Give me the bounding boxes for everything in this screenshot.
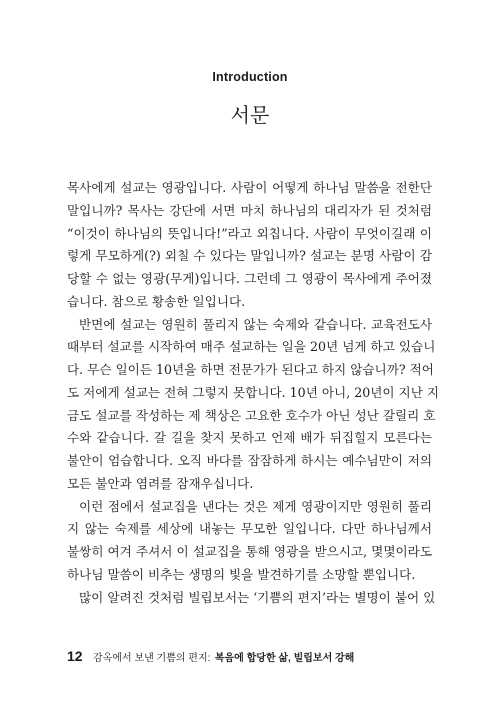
page-number: 12: [67, 648, 83, 664]
text-line: 다. 무슨 일이든 10년을 하면 전문가가 된다고 하지 않습니까? 적어: [67, 362, 434, 377]
running-subtitle: 복음에 합당한 삶, 빌립보서 강해: [214, 653, 355, 664]
page-footer: [67, 648, 467, 666]
section-label: Introduction: [212, 70, 288, 84]
text-line: 이런 점에서 설교집을 낸다는 것은 제게 영광이지만 영원히 풀리: [79, 498, 432, 514]
text-line: 때부터 설교를 시작하여 매주 설교하는 일을 20년 넘게 하고 있습니: [67, 339, 436, 355]
text-line: 말입니까? 목사는 강단에 서면 마치 하나님의 대리자가 된 것처럼: [67, 202, 432, 218]
text-line: 도 저에게 설교는 전혀 그렇지 못합니다. 10년 아니, 20년이 지난 지: [67, 384, 440, 400]
text-line: 금도 설교를 작성하는 제 책상은 고요한 호수가 아닌 성난 갈릴리 호: [67, 407, 436, 423]
text-line: 많이 알려진 것처럼 빌립보서는 ‘기쁨의 편지’라는 별명이 붙어 있: [79, 589, 436, 605]
text-line: “이것이 하나님의 뜻입니다!”라고 외칩니다. 사람이 무엇이길래 이: [67, 225, 432, 241]
text-line: 불안이 엄습합니다. 오직 바다를 잠잠하게 하시는 예수님만이 저의: [67, 453, 432, 468]
running-title: 감옥에서 보낸 기쁨의 편지:: [93, 653, 211, 664]
text-line: 렇게 무모하게(?) 외칠 수 있다는 말입니까? 설교는 분명 사람이 감: [67, 248, 432, 264]
text-line: 반면에 설교는 영원히 풀리지 않는 숙제와 같습니다. 교육전도사: [79, 316, 432, 332]
text-line: 당할 수 없는 영광(무게)입니다. 그런데 그 영광이 목사에게 주어졌: [67, 271, 432, 286]
text-line: 지 않는 숙제를 세상에 내놓는 무모한 일입니다. 다만 하나님께서: [67, 521, 432, 537]
text-line: 목사에게 설교는 영광입니다. 사람이 어떻게 하나님 말씀을 전한단: [67, 180, 432, 195]
text-line: 습니다. 참으로 황송한 일입니다.: [67, 293, 246, 309]
text-line: 수와 같습니다. 갈 길을 찾지 못하고 언제 배가 뒤집힐지 모른다는: [67, 430, 432, 446]
text-line: 모든 불안과 염려를 잠재우십니다.: [67, 475, 254, 491]
body-text: [67, 177, 440, 609]
text-line: 불쌍히 여겨 주셔서 이 설교집을 통해 영광을 받으시고, 몇몇이라도: [67, 544, 432, 559]
text-line: 하나님 말씀이 비추는 생명의 빛을 발견하기를 소망할 뿐입니다.: [67, 566, 416, 582]
page-title: 서문: [230, 103, 270, 127]
